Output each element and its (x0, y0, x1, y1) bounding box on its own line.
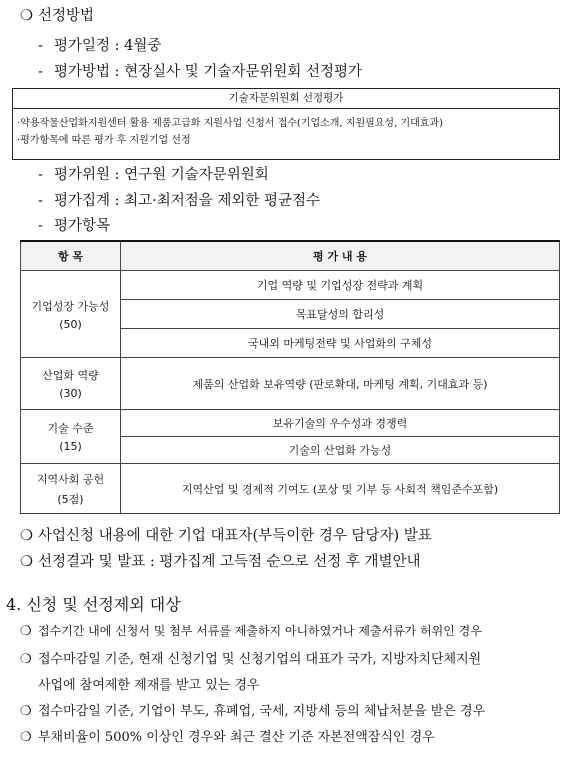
exclusion-text: 접수마감일 기준, 기업이 부도, 휴폐업, 국세, 지방세 등의 체납처분을 받은 경우 (38, 704, 486, 719)
items-line (38, 214, 110, 235)
committee-box-title: 기술자문위원회 선정평가 (13, 89, 559, 109)
tally-text: 평가집계 : 최고·최저점을 제외한 평균점수 (54, 193, 321, 209)
content-cell: 제품의 산업화 보유역량 (판로확대, 마케팅 계획, 기대효과 등) (121, 358, 560, 410)
dash-bullet-icon: - (38, 38, 43, 54)
content-cell: 기술의 산업화 가능성 (121, 437, 560, 464)
evaluator-text: 평가위원 : 연구원 기술자문위원회 (54, 167, 269, 183)
dash-bullet-icon: - (38, 193, 43, 209)
item-score: (30) (59, 387, 82, 400)
dash-bullet-icon: - (38, 64, 43, 80)
evaluation-table (20, 240, 560, 514)
circle-bullet-icon: ❍ (20, 730, 32, 745)
item-name: 기술 수준 (47, 422, 94, 435)
table-row (21, 410, 560, 437)
item-cell (21, 410, 121, 464)
circle-bullet-icon: ❍ (20, 554, 33, 570)
committee-box-line2: ·평가항목에 따른 평가 후 지원기업 선정 (17, 135, 191, 146)
section4-title: 4. 신청 및 선정제외 대상 (6, 595, 181, 614)
table-row (21, 271, 560, 300)
item-score: (15) (59, 440, 82, 453)
circle-bullet-icon: ❍ (20, 704, 32, 719)
method-heading-line (20, 4, 94, 25)
evaluator-line (38, 163, 269, 184)
item-score: (50) (59, 317, 82, 331)
exclusion-text: 접수기간 내에 신청서 및 첨부 서류를 제출하지 아니하였거나 제출서류가 허위인 경우 (38, 624, 482, 638)
item-cell (21, 358, 121, 410)
schedule-line (38, 34, 161, 55)
exclusion-text: 부채비율이 500% 이상인 경우와 최근 결산 기준 자본전액잠식인 경우 (38, 730, 435, 745)
committee-box (12, 88, 560, 160)
committee-box-line1: ·약용작물산업화지원센터 활용 제품고급화 지원사업 신청서 접수(기업소개, 지원필요성, 기대효과) (17, 118, 443, 129)
table-row (21, 358, 560, 410)
schedule-text: 평가일정 : 4월중 (54, 38, 162, 54)
circle-bullet-icon: ❍ (20, 528, 33, 544)
item-name: 기업성장 가능성 (31, 299, 110, 313)
result-text: 선정결과 및 발표 : 평가집계 고득점 순으로 선정 후 개별안내 (38, 554, 421, 570)
dash-bullet-icon: - (38, 167, 43, 183)
content-cell: 기업 역량 및 기업성장 전략과 계획 (121, 271, 560, 300)
content-cell: 보유기술의 우수성과 경쟁력 (121, 410, 560, 437)
circle-bullet-icon: ❍ (20, 8, 33, 24)
item-cell (21, 271, 121, 358)
exclusion-item (20, 700, 485, 719)
presentation-text: 사업신청 내용에 대한 기업 대표자(부득이한 경우 담당자) 발표 (38, 528, 432, 544)
exclusion-item (20, 648, 481, 667)
circle-bullet-icon: ❍ (20, 652, 32, 667)
exclusion-item-continued: 사업에 참여제한 제재를 받고 있는 경우 (38, 678, 260, 693)
item-cell (21, 464, 121, 514)
result-line (20, 550, 421, 571)
header-item: 항 목 (21, 241, 121, 271)
exclusion-item (20, 726, 435, 745)
content-cell: 지역산업 및 경제적 기여도 (포상 및 기부 등 사회적 책임준수포함) (121, 464, 560, 514)
item-score: (5점) (57, 492, 84, 506)
approach-text: 평가방법 : 현장실사 및 기술자문위원회 선정평가 (54, 64, 363, 80)
tally-line (38, 189, 320, 210)
dash-bullet-icon: - (38, 218, 43, 234)
table-header-row (21, 241, 560, 271)
table-row (21, 464, 560, 514)
item-name: 산업화 역량 (42, 369, 99, 382)
approach-line (38, 60, 362, 81)
method-heading: 선정방법 (38, 8, 95, 24)
content-cell: 목표달성의 합리성 (121, 300, 560, 329)
header-content: 평 가 내 용 (121, 241, 560, 271)
circle-bullet-icon: ❍ (20, 624, 32, 639)
items-text: 평가항목 (54, 218, 111, 234)
content-cell: 국내외 마케팅전략 및 사업화의 구체성 (121, 329, 560, 358)
item-name: 지역사회 공헌 (36, 472, 105, 486)
presentation-line (20, 524, 432, 545)
exclusion-item (20, 622, 482, 639)
exclusion-text: 접수마감일 기준, 현재 신청기업 및 신청기업의 대표가 국가, 지방자치단체지원 (38, 652, 482, 667)
